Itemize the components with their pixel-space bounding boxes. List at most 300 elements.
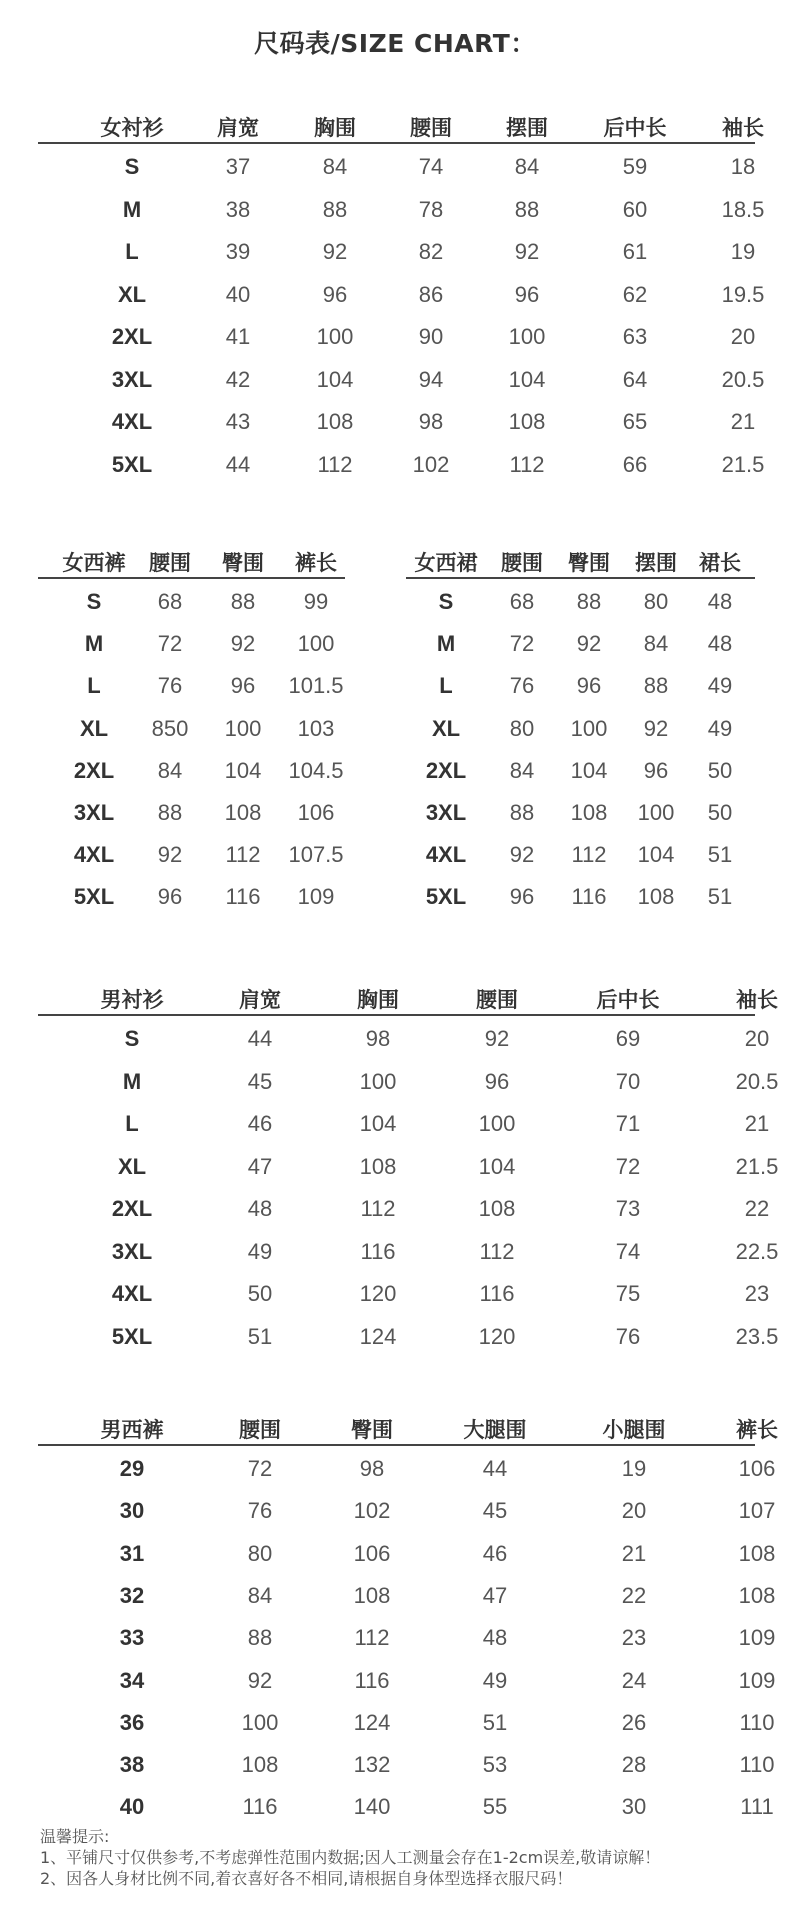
- measurement-cell: 71: [615, 1111, 641, 1136]
- measurement-cell: 108: [359, 1153, 397, 1179]
- measurement-cell: 112: [360, 1196, 396, 1221]
- measurement-cell: 21.5: [721, 451, 765, 477]
- table-row: [38, 1148, 779, 1191]
- size-label: XL: [117, 281, 147, 307]
- measurement-cell: 22: [621, 1582, 647, 1608]
- table-row: [38, 878, 345, 920]
- measurement-cell: 76: [615, 1323, 641, 1349]
- measurement-cell: 100: [241, 1709, 279, 1735]
- measurement-cell: 98: [418, 409, 444, 434]
- measurement-cell: 60: [622, 196, 648, 222]
- measurement-cell: 42: [225, 366, 251, 392]
- measurement-cell: 76: [247, 1498, 273, 1524]
- size-label: L: [87, 673, 101, 699]
- measurement-cell: 80: [509, 715, 535, 741]
- measurement-cell: 21: [730, 409, 756, 434]
- measurement-cell: 109: [297, 884, 335, 910]
- measurement-cell: 88: [322, 196, 348, 222]
- measurement-cell: 104: [478, 1153, 516, 1179]
- measurement-cell: 84: [247, 1582, 273, 1608]
- measurement-cell: 108: [738, 1540, 776, 1566]
- table-row: [406, 625, 755, 667]
- measurement-cell: 26: [621, 1709, 647, 1735]
- measurement-cell: 99: [303, 589, 329, 614]
- table-row: [38, 710, 345, 752]
- table-row: [38, 361, 765, 404]
- measurement-cell: 112: [479, 1238, 515, 1264]
- column-header: 袖长: [736, 988, 778, 1012]
- measurement-cell: 69: [615, 1026, 641, 1051]
- table-row: [38, 667, 345, 709]
- size-label: XL: [117, 1153, 147, 1179]
- measurement-cell: 116: [360, 1238, 396, 1264]
- measurement-cell: 88: [247, 1625, 273, 1651]
- measurement-cell: 100: [316, 324, 354, 349]
- measurement-cell: 96: [643, 757, 669, 783]
- size-label: 29: [119, 1456, 145, 1481]
- measurement-cell: 22.5: [735, 1238, 779, 1264]
- measurement-cell: 92: [230, 631, 256, 657]
- column-header: 腰围: [149, 551, 191, 575]
- measurement-cell: 96: [322, 281, 348, 307]
- measurement-cell: 84: [157, 757, 183, 783]
- size-label: M: [122, 196, 142, 222]
- column-header: 胸围: [314, 116, 356, 140]
- measurement-cell: 64: [622, 366, 648, 392]
- measurement-cell: 92: [484, 1026, 510, 1051]
- measurement-cell: 59: [622, 154, 648, 179]
- column-header: 大腿围: [463, 1418, 527, 1442]
- measurement-cell: 106: [353, 1540, 391, 1566]
- measurement-cell: 108: [353, 1582, 391, 1608]
- measurement-cell: 108: [316, 409, 354, 434]
- measurement-cell: 100: [478, 1111, 516, 1136]
- table-row: [38, 1190, 770, 1233]
- size-label: M: [436, 631, 456, 657]
- measurement-cell: 49: [707, 673, 733, 699]
- measurement-cell: 21: [744, 1111, 770, 1136]
- measurement-cell: 107.5: [288, 842, 344, 868]
- column-header: 摆围: [635, 551, 677, 575]
- column-header: 臀围: [568, 551, 610, 575]
- column-header: 女西裤: [62, 551, 126, 575]
- table-header: [38, 108, 764, 146]
- table-row: [38, 1318, 779, 1361]
- measurement-cell: 72: [615, 1153, 641, 1179]
- measurement-cell: 116: [225, 884, 261, 910]
- table-header: [38, 980, 778, 1018]
- measurement-cell: 46: [247, 1111, 273, 1136]
- table-header: [406, 543, 755, 581]
- measurement-cell: 116: [242, 1794, 278, 1820]
- measurement-cell: 120: [359, 1281, 397, 1306]
- size-label: L: [439, 673, 453, 699]
- column-header: 小腿围: [602, 1418, 666, 1442]
- measurement-cell: 20.5: [721, 366, 765, 392]
- measurement-cell: 44: [225, 451, 251, 477]
- measurement-cell: 88: [157, 800, 183, 825]
- measurement-cell: 101.5: [288, 673, 344, 699]
- tips-heading: 温馨提示:: [40, 1827, 110, 1846]
- measurement-cell: 116: [571, 884, 607, 910]
- measurement-cell: 124: [359, 1323, 397, 1349]
- table-row: [38, 276, 765, 319]
- table-row: [38, 403, 755, 446]
- measurement-cell: 51: [707, 884, 733, 910]
- measurement-cell: 98: [359, 1456, 385, 1481]
- measurement-cell: 76: [509, 673, 535, 699]
- measurement-cell: 110: [739, 1709, 775, 1735]
- table-header: [38, 1410, 778, 1448]
- measurement-cell: 30: [621, 1794, 647, 1820]
- measurement-cell: 23.5: [735, 1323, 779, 1349]
- measurement-cell: 72: [157, 631, 183, 657]
- column-header: 腰围: [410, 116, 452, 140]
- measurement-cell: 92: [576, 631, 602, 657]
- measurement-cell: 100: [570, 715, 608, 741]
- measurement-cell: 80: [643, 589, 669, 614]
- measurement-cell: 108: [570, 800, 608, 825]
- measurement-cell: 47: [247, 1153, 273, 1179]
- size-label: S: [124, 154, 140, 179]
- size-label: 5XL: [111, 451, 153, 477]
- column-header: 摆围: [506, 116, 548, 140]
- measurement-cell: 108: [478, 1196, 516, 1221]
- table-row: [38, 1020, 770, 1063]
- measurement-cell: 92: [157, 842, 183, 868]
- column-header: 臀围: [222, 551, 264, 575]
- measurement-cell: 88: [509, 800, 535, 825]
- page-title: 尺码表/SIZE CHART：: [254, 29, 536, 58]
- measurement-cell: 84: [322, 154, 348, 179]
- measurement-cell: 72: [247, 1456, 273, 1481]
- measurement-cell: 70: [615, 1068, 641, 1094]
- measurement-cell: 108: [508, 409, 546, 434]
- size-label: XL: [431, 715, 461, 741]
- measurement-cell: 116: [479, 1281, 515, 1306]
- table-row: [38, 583, 345, 625]
- measurement-cell: 109: [738, 1625, 776, 1651]
- size-label: 5XL: [73, 884, 115, 910]
- measurement-cell: 108: [224, 800, 262, 825]
- size-label: S: [438, 589, 454, 614]
- size-label: 3XL: [111, 366, 153, 392]
- table-row: [38, 752, 345, 794]
- table-row: [38, 1788, 774, 1830]
- measurement-cell: 96: [576, 673, 602, 699]
- measurement-cell: 109: [738, 1667, 776, 1693]
- measurement-cell: 96: [484, 1068, 510, 1094]
- size-label: 4XL: [73, 842, 115, 868]
- column-header: 裤长: [295, 551, 337, 575]
- measurement-cell: 94: [418, 366, 444, 392]
- measurement-cell: 108: [241, 1752, 279, 1778]
- size-label: 5XL: [111, 1323, 153, 1349]
- measurement-cell: 37: [225, 154, 251, 179]
- column-header: 肩宽: [217, 116, 259, 140]
- measurement-cell: 84: [514, 154, 540, 179]
- measurement-cell: 850: [151, 715, 189, 741]
- measurement-cell: 46: [482, 1540, 508, 1566]
- measurement-cell: 43: [225, 409, 251, 434]
- table-row: [38, 794, 345, 836]
- measurement-cell: 88: [230, 589, 256, 614]
- size-label: XL: [79, 715, 109, 741]
- table-row: [406, 752, 755, 794]
- table-header: [38, 543, 345, 581]
- size-label: M: [84, 631, 104, 657]
- measurement-cell: 132: [353, 1752, 391, 1778]
- measurement-cell: 104: [316, 366, 354, 392]
- measurement-cell: 104: [637, 842, 675, 868]
- tips: [40, 1826, 660, 1889]
- table-row: [38, 836, 345, 878]
- measurement-cell: 90: [418, 324, 444, 349]
- size-label: M: [122, 1068, 142, 1094]
- measurement-cell: 102: [353, 1498, 391, 1524]
- measurement-cell: 104: [508, 366, 546, 392]
- measurement-cell: 23: [744, 1281, 770, 1306]
- measurement-cell: 98: [365, 1026, 391, 1051]
- header-divider: [38, 1014, 755, 1016]
- size-label: 2XL: [73, 757, 115, 783]
- measurement-cell: 100: [359, 1068, 397, 1094]
- measurement-cell: 96: [157, 884, 183, 910]
- table-row: [406, 836, 755, 878]
- measurement-cell: 48: [707, 589, 733, 614]
- measurement-cell: 110: [739, 1752, 775, 1778]
- size-label: L: [125, 1111, 139, 1136]
- measurement-cell: 55: [482, 1794, 508, 1820]
- measurement-cell: 20: [744, 1026, 770, 1051]
- table-row: [38, 1492, 776, 1534]
- measurement-cell: 62: [622, 281, 648, 307]
- measurement-cell: 92: [322, 239, 348, 264]
- measurement-cell: 47: [482, 1582, 508, 1608]
- measurement-cell: 88: [514, 196, 540, 222]
- size-label: 4XL: [111, 1281, 153, 1306]
- measurement-cell: 88: [643, 673, 669, 699]
- size-label: 38: [119, 1752, 145, 1778]
- table-row: [38, 1662, 776, 1704]
- measurement-cell: 50: [707, 800, 733, 825]
- measurement-cell: 20: [621, 1498, 647, 1524]
- measurement-cell: 112: [225, 842, 261, 868]
- measurement-cell: 112: [317, 451, 353, 477]
- column-header: 后中长: [603, 116, 667, 140]
- measurement-cell: 49: [482, 1667, 508, 1693]
- measurement-cell: 107: [738, 1498, 776, 1524]
- measurement-cell: 92: [247, 1667, 273, 1693]
- column-header: 肩宽: [239, 988, 281, 1012]
- measurement-cell: 45: [482, 1498, 508, 1524]
- measurement-cell: 53: [482, 1752, 508, 1778]
- measurement-cell: 40: [225, 281, 251, 307]
- measurement-cell: 65: [622, 409, 648, 434]
- size-label: S: [86, 589, 102, 614]
- measurement-cell: 21.5: [735, 1153, 779, 1179]
- size-label: 33: [119, 1625, 145, 1651]
- size-label: 32: [119, 1582, 145, 1608]
- measurement-cell: 100: [637, 800, 675, 825]
- header-divider: [38, 1444, 755, 1446]
- measurement-cell: 21: [621, 1540, 647, 1566]
- measurement-cell: 100: [297, 631, 335, 657]
- column-header: 男衬衫: [100, 988, 164, 1012]
- measurement-cell: 18: [730, 154, 756, 179]
- measurement-cell: 80: [247, 1540, 273, 1566]
- table-row: [38, 1619, 776, 1661]
- measurement-cell: 106: [297, 800, 335, 825]
- header-divider: [38, 142, 755, 144]
- measurement-cell: 100: [224, 715, 262, 741]
- measurement-cell: 75: [615, 1281, 641, 1306]
- table-row: [38, 1450, 776, 1492]
- measurement-cell: 51: [482, 1709, 508, 1735]
- measurement-cell: 19.5: [721, 281, 765, 307]
- measurement-cell: 82: [418, 239, 444, 264]
- size-label: 4XL: [111, 409, 153, 434]
- size-label: 3XL: [111, 1238, 153, 1264]
- measurement-cell: 76: [157, 673, 183, 699]
- tips-line-2: 2、因各人身材比例不同,着衣喜好各不相同,请根据自身体型选择衣服尺码！: [40, 1869, 573, 1888]
- measurement-cell: 104: [570, 757, 608, 783]
- size-label: 2XL: [111, 324, 153, 349]
- measurement-cell: 48: [247, 1196, 273, 1221]
- table-row: [38, 1704, 775, 1746]
- table-row: [38, 1233, 779, 1276]
- measurement-cell: 116: [354, 1667, 390, 1693]
- measurement-cell: 102: [412, 451, 450, 477]
- size-label: 34: [119, 1667, 145, 1693]
- measurement-cell: 72: [509, 631, 535, 657]
- table-row: [38, 233, 755, 276]
- column-header: 胸围: [357, 988, 399, 1012]
- measurement-cell: 73: [615, 1196, 641, 1221]
- size-label: 36: [119, 1709, 145, 1735]
- measurement-cell: 112: [509, 451, 545, 477]
- measurement-cell: 63: [622, 324, 648, 349]
- measurement-cell: 61: [622, 239, 648, 264]
- measurement-cell: 104: [359, 1111, 397, 1136]
- measurement-cell: 140: [353, 1794, 391, 1820]
- measurement-cell: 84: [643, 631, 669, 657]
- size-label: S: [124, 1026, 140, 1051]
- measurement-cell: 50: [707, 757, 733, 783]
- measurement-cell: 66: [622, 451, 648, 477]
- measurement-cell: 20.5: [735, 1068, 779, 1094]
- table-row: [38, 318, 755, 361]
- measurement-cell: 86: [418, 281, 444, 307]
- table-row: [38, 1275, 770, 1318]
- measurement-cell: 22: [744, 1196, 770, 1221]
- measurement-cell: 44: [247, 1026, 273, 1051]
- table-row: [38, 625, 345, 667]
- measurement-cell: 45: [247, 1068, 273, 1094]
- column-header: 腰围: [239, 1418, 281, 1442]
- measurement-cell: 84: [509, 757, 535, 783]
- measurement-cell: 96: [230, 673, 256, 699]
- table-row: [38, 148, 755, 191]
- table-row: [38, 191, 765, 234]
- column-header: 女西裙: [414, 551, 478, 575]
- table-row: [38, 1746, 775, 1788]
- measurement-cell: 49: [707, 715, 733, 741]
- column-header: 裙长: [699, 551, 741, 575]
- measurement-cell: 104: [224, 757, 262, 783]
- measurement-cell: 18.5: [721, 196, 765, 222]
- header-divider: [38, 577, 345, 579]
- measurement-cell: 96: [509, 884, 535, 910]
- measurement-cell: 112: [354, 1625, 390, 1651]
- column-header: 男西裤: [100, 1418, 164, 1442]
- measurement-cell: 103: [297, 715, 335, 741]
- size-label: 5XL: [425, 884, 467, 910]
- measurement-cell: 68: [509, 589, 535, 614]
- table-row: [38, 1105, 770, 1148]
- measurement-cell: 48: [707, 631, 733, 657]
- table-row: [406, 878, 755, 920]
- measurement-cell: 92: [643, 715, 669, 741]
- measurement-cell: 48: [482, 1625, 508, 1651]
- column-header: 袖长: [722, 116, 764, 140]
- measurement-cell: 96: [514, 281, 540, 307]
- measurement-cell: 68: [157, 589, 183, 614]
- measurement-cell: 51: [247, 1323, 273, 1349]
- measurement-cell: 41: [225, 324, 251, 349]
- size-label: 3XL: [425, 800, 467, 825]
- measurement-cell: 106: [738, 1456, 776, 1481]
- table-row: [406, 710, 755, 752]
- measurement-cell: 51: [707, 842, 733, 868]
- size-label: 2XL: [425, 757, 467, 783]
- table-row: [406, 667, 755, 709]
- measurement-cell: 23: [621, 1625, 647, 1651]
- measurement-cell: 120: [478, 1323, 516, 1349]
- table-row: [38, 1063, 779, 1106]
- measurement-cell: 20: [730, 324, 756, 349]
- measurement-cell: 108: [637, 884, 675, 910]
- column-header: 臀围: [351, 1418, 393, 1442]
- measurement-cell: 104.5: [288, 757, 344, 783]
- size-label: 3XL: [73, 800, 115, 825]
- measurement-cell: 19: [621, 1456, 647, 1481]
- table-row: [38, 1577, 776, 1619]
- measurement-cell: 108: [738, 1582, 776, 1608]
- measurement-cell: 19: [730, 239, 756, 264]
- measurement-cell: 74: [418, 154, 444, 179]
- column-header: 腰围: [476, 988, 518, 1012]
- measurement-cell: 112: [571, 842, 607, 868]
- measurement-cell: 74: [615, 1238, 641, 1264]
- size-label: 40: [119, 1794, 145, 1820]
- column-header: 腰围: [501, 551, 543, 575]
- measurement-cell: 44: [482, 1456, 508, 1481]
- measurement-cell: 124: [353, 1709, 391, 1735]
- measurement-cell: 100: [508, 324, 546, 349]
- measurement-cell: 50: [247, 1281, 273, 1306]
- table-row: [406, 583, 755, 625]
- table-row: [406, 794, 755, 836]
- size-label: 30: [119, 1498, 145, 1524]
- table-row: [38, 446, 765, 489]
- size-label: L: [125, 239, 139, 264]
- tips-line-1: 1、平铺尺寸仅供参考,不考虑弹性范围内数据;因人工测量会存在1-2cm误差,敬请谅解！: [40, 1848, 661, 1867]
- column-header: 后中长: [596, 988, 660, 1012]
- measurement-cell: 24: [621, 1667, 647, 1693]
- measurement-cell: 92: [514, 239, 540, 264]
- measurement-cell: 88: [576, 589, 602, 614]
